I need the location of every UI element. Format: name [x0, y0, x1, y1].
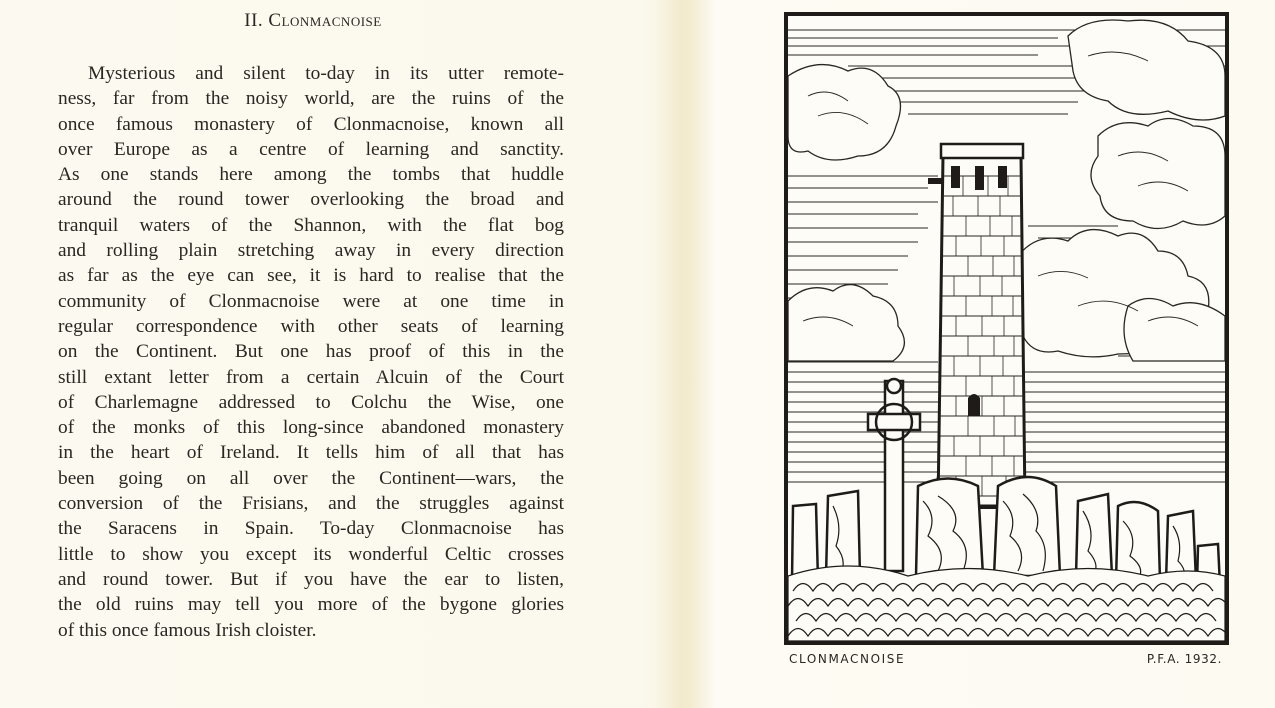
paragraph-line: been going on all over the Continent—wars, the — [58, 467, 564, 489]
left-page — [58, 0, 568, 708]
paragraph-line: ness, far from the noisy world, are the ruins of the — [58, 88, 564, 110]
paragraph-line: as far as the eye can see, it is hard to realise that the — [58, 265, 564, 287]
paragraph-line: still extant letter from a certain Alcuin of the Court — [58, 366, 564, 388]
woodcut-drawing — [788, 16, 1225, 641]
paragraph-line: little to show you except its wonderful Celtic crosses — [58, 543, 564, 565]
paragraph-line: Mysterious and silent to-day in its utter remote- — [88, 63, 564, 84]
paragraph-line: over Europe as a centre of learning and sanctity. — [58, 138, 564, 160]
paragraph-line: the old ruins may tell you more of the bygone glories — [58, 594, 564, 616]
paragraph-line: around the round tower overlooking the broad and — [58, 189, 564, 211]
celtic-cross — [868, 379, 920, 571]
right-page — [780, 10, 1240, 690]
book-gutter — [655, 0, 715, 708]
paragraph-line: regular correspondence with other seats of learning — [58, 315, 564, 337]
paragraph-line: of Charlemagne addressed to Colchu the Wise, one — [58, 391, 564, 413]
woodcut-illustration — [784, 12, 1229, 645]
chapter-title: II. Clonmacnoise — [244, 10, 382, 31]
paragraph-line: in the heart of Ireland. It tells him of all that has — [58, 442, 564, 464]
paragraph-line: and round tower. But if you have the ear to listen, — [58, 568, 564, 590]
paragraph-line: of this once famous Irish cloister. — [58, 619, 317, 641]
paragraph-line: of the monks of this long-since abandoned monastery — [58, 417, 564, 439]
paragraph-line: community of Clonmacnoise were at one time in — [58, 290, 564, 312]
grass-foreground — [788, 566, 1225, 641]
paragraph-line: As one stands here among the tombs that huddle — [58, 164, 564, 186]
round-tower — [928, 144, 1028, 508]
paragraph-line: tranquil waters of the Shannon, with the flat bog — [58, 214, 564, 236]
illustration-signature: P.F.A. 1932. — [1146, 652, 1222, 666]
illustration-caption: CLONMACNOISE — [789, 652, 906, 666]
paragraph-line: and rolling plain stretching away in every direction — [58, 240, 564, 262]
paragraph-line: once famous monastery of Clonmacnoise, known all — [58, 113, 564, 135]
paragraph-line: on the Continent. But one has proof of this in the — [58, 341, 564, 363]
paragraph-line: the Saracens in Spain. To-day Clonmacnoise has — [58, 518, 564, 540]
body-paragraph — [58, 61, 564, 643]
paragraph-line: conversion of the Frisians, and the struggles against — [58, 493, 564, 515]
